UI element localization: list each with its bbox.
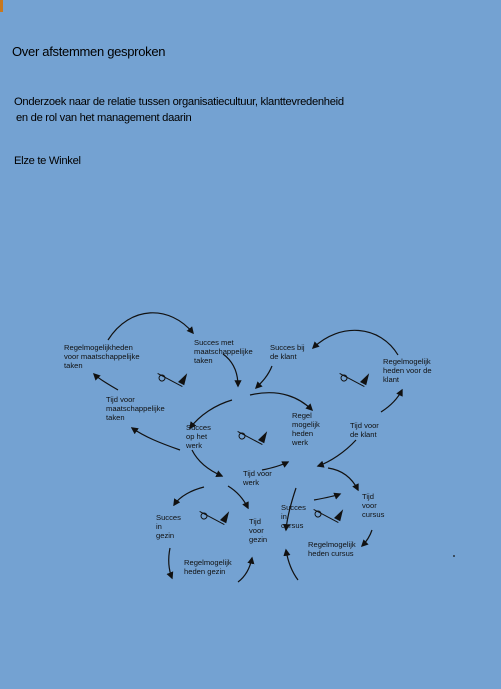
document-author: Elze te Winkel xyxy=(14,155,81,167)
loop-symbols xyxy=(155,361,455,557)
label-succes-bij-klant: Succes bij de klant xyxy=(270,343,305,361)
label-tijd-werk: Tijd voor werk xyxy=(243,469,272,487)
label-regelmogelijkheden-cursus: Regelmogelijk heden cursus xyxy=(308,540,356,558)
label-succes-op-werk: Succes op het werk xyxy=(186,423,211,450)
label-succes-gezin: Succes in gezin xyxy=(156,513,181,540)
label-regelmogelijkheden-klant: Regelmogelijk heden voor de klant xyxy=(383,357,432,384)
label-succes-maatschappelijke-taken: Succes met maatschappelijke taken xyxy=(194,338,253,365)
loop-symbol-gezin xyxy=(197,499,232,529)
loop-symbol-cursus xyxy=(311,497,346,527)
label-regelmogelijkheden-werk: Regel mogelijk heden werk xyxy=(292,411,320,447)
label-tijd-maatschappelijke-taken: Tijd voor maatschappelijke taken xyxy=(106,395,165,422)
label-regelmogelijkheden-gezin: Regelmogelijk heden gezin xyxy=(184,558,232,576)
subtitle-line-2: en de rol van het management daarin xyxy=(16,112,192,124)
stray-dot xyxy=(453,555,455,557)
loop-symbol-maatschappelijk xyxy=(155,361,190,391)
diagram-labels xyxy=(64,338,434,576)
loop-symbol-werk xyxy=(235,419,270,449)
document-title: Over afstemmen gesproken xyxy=(12,44,166,59)
subtitle-line-1: Onderzoek naar de relatie tussen organisatiecultuur, klanttevredenheid xyxy=(14,96,344,108)
label-regelmogelijkheden-maatschappelijke-taken: Regelmogelijkheden voor maatschappelijke taken xyxy=(64,343,140,370)
label-tijd-gezin: Tijd voor gezin xyxy=(249,517,268,544)
label-succes-cursus: Succes in cursus xyxy=(281,503,306,530)
loop-symbol-klant xyxy=(337,361,372,391)
label-tijd-klant: Tijd voor de klant xyxy=(350,421,379,439)
label-tijd-cursus: Tijd voor cursus xyxy=(362,492,385,519)
